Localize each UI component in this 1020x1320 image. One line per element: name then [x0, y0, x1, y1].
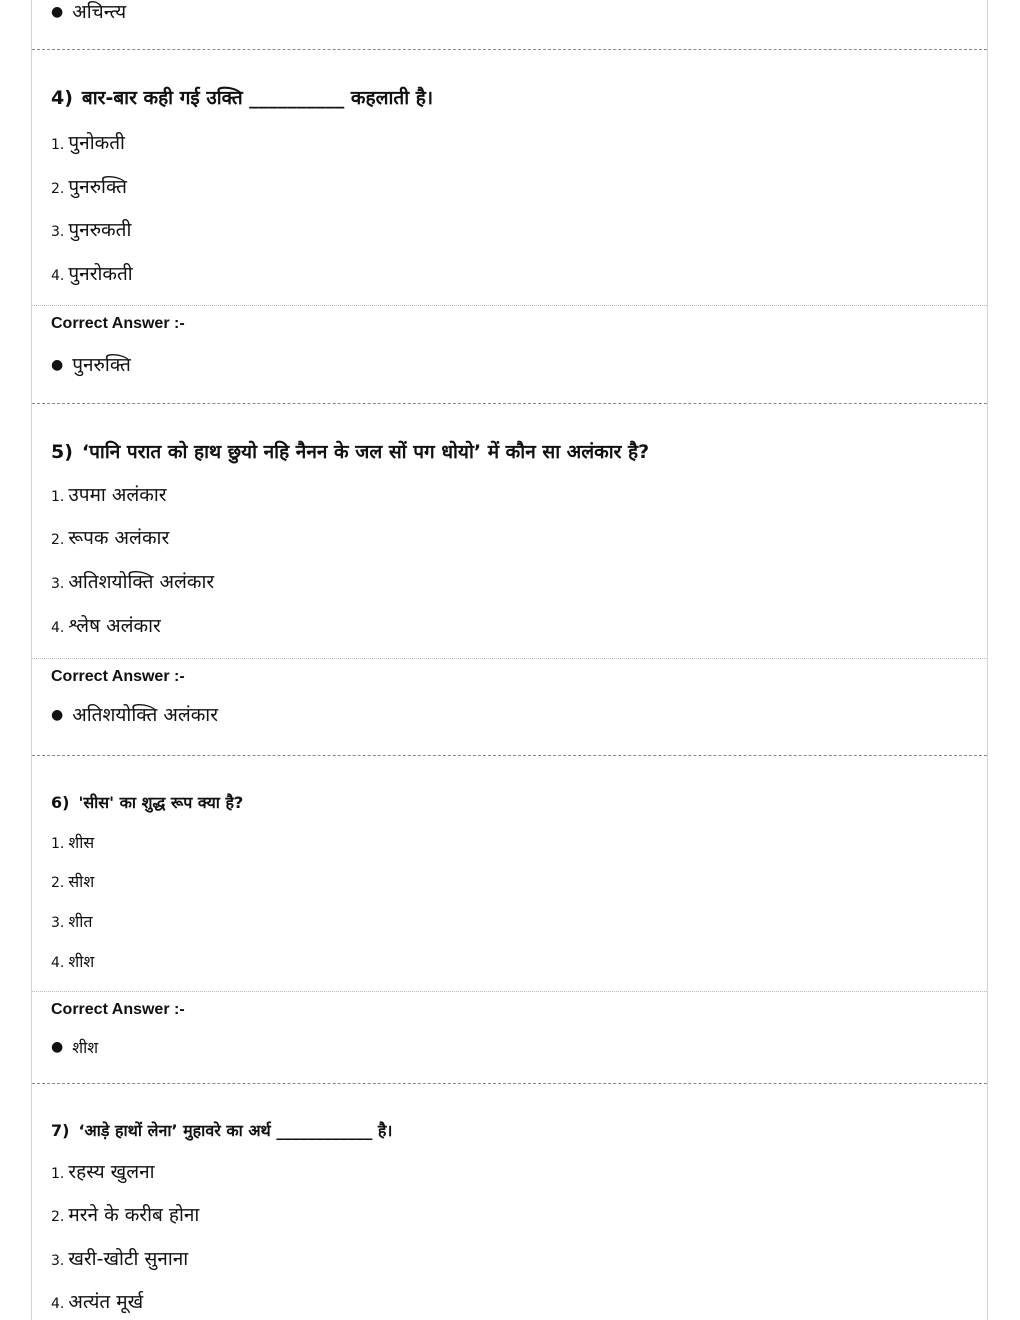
- question-5: [51, 438, 649, 466]
- q6-option-1: 1. शीस: [51, 833, 95, 852]
- answer-text: अचिन्त्य: [72, 1, 127, 23]
- q7-option-2: 2. मरने के करीब होना: [51, 1204, 200, 1226]
- question-number: 6): [51, 793, 70, 812]
- q4-option-4: 4. पुनरोकती: [51, 263, 133, 285]
- q7-option-3: 3. खरी-खोटी सुनाना: [51, 1248, 189, 1270]
- correct-answer-label: Correct Answer :-: [51, 315, 185, 332]
- question-7: [51, 1117, 392, 1145]
- q5-option-4: 4. श्लेष अलंकार: [51, 615, 161, 637]
- question-text: ‘पानि परात को हाथ छुयो नहि नैनन के जल सों पग धोयो’ में कौन सा अलंकार है?: [81, 441, 650, 463]
- q6-option-3: 3. शीत: [51, 912, 93, 931]
- q4-option-1: 1. पुनोकती: [51, 132, 125, 154]
- q6-option-2: 2. सीश: [51, 872, 95, 891]
- question-4: [51, 84, 433, 112]
- answer-divider: [32, 305, 987, 306]
- question-separator: [32, 403, 987, 404]
- bullet-icon: ●: [51, 4, 64, 20]
- question-number: 7): [51, 1121, 70, 1140]
- q7-option-1: 1. रहस्य खुलना: [51, 1161, 155, 1183]
- question-separator: [32, 49, 987, 50]
- q5-correct-answer: ● अतिशयोक्ति अलंकार: [51, 704, 219, 726]
- q6-correct-answer: ● शीश: [51, 1038, 99, 1057]
- q4-option-3: 3. पुनरुकती: [51, 219, 132, 241]
- answer-divider: [32, 991, 987, 992]
- q6-option-4: 4. शीश: [51, 952, 95, 971]
- bullet-icon: ●: [51, 707, 64, 723]
- q4-option-2: 2. पुनरुक्ति: [51, 176, 127, 198]
- question-number: 4): [51, 87, 73, 109]
- question-paper-page: [31, 0, 988, 1320]
- question-number: 5): [51, 441, 73, 463]
- q4-correct-answer: ● पुनरुक्ति: [51, 354, 131, 376]
- q5-option-1: 1. उपमा अलंकार: [51, 484, 167, 506]
- previous-correct-answer: [51, 0, 126, 26]
- question-text: बार-बार कही गई उक्ति __________ कहलाती है।: [81, 87, 434, 109]
- answer-divider: [32, 658, 987, 659]
- question-6: [51, 789, 243, 817]
- bullet-icon: ●: [51, 1039, 64, 1055]
- question-text: ‘आड़े हाथों लेना’ मुहावरे का अर्थ ____________ है।: [78, 1121, 393, 1140]
- question-separator: [32, 755, 987, 756]
- bullet-icon: ●: [51, 357, 64, 373]
- correct-answer-label: Correct Answer :-: [51, 1001, 185, 1018]
- q7-option-4: 4. अत्यंत मूर्ख: [51, 1291, 144, 1313]
- correct-answer-label: Correct Answer :-: [51, 668, 185, 685]
- q5-option-3: 3. अतिशयोक्ति अलंकार: [51, 571, 215, 593]
- question-separator: [32, 1083, 987, 1084]
- q5-option-2: 2. रूपक अलंकार: [51, 527, 170, 549]
- question-text: 'सीस' का शुद्ध रूप क्या है?: [78, 793, 244, 812]
